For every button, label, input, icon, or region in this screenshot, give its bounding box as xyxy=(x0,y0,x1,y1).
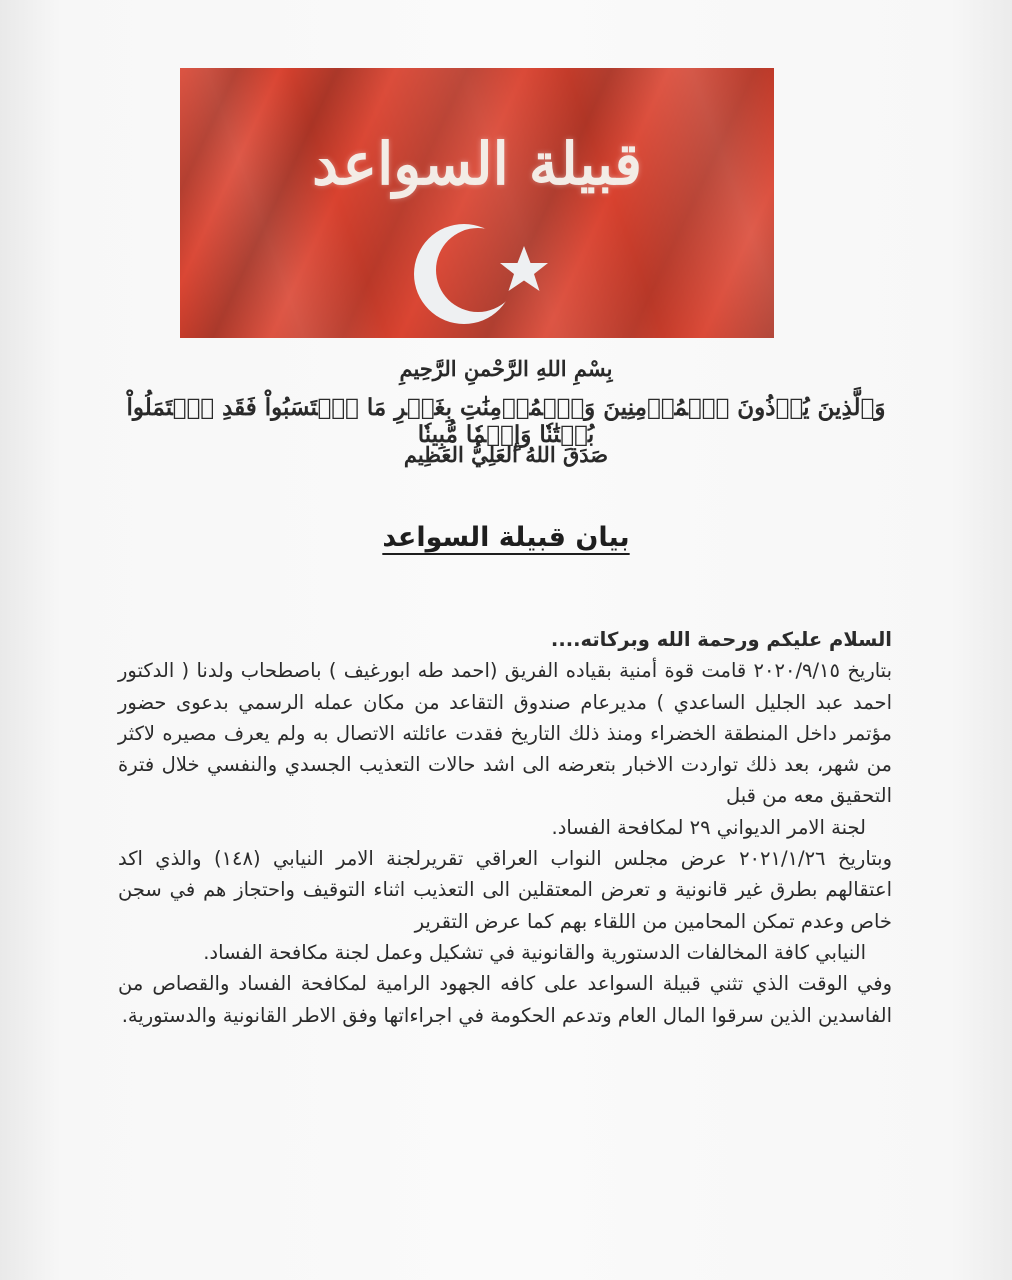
paragraph-4: النيابي كافة المخالفات الدستورية والقانونية في تشكيل وعمل لجنة مكافحة الفساد. xyxy=(203,940,866,964)
paragraph-2: لجنة الامر الديواني ٢٩ لمكافحة الفساد. xyxy=(551,815,866,839)
crescent-star-icon xyxy=(402,218,562,328)
paragraph-1: بتاريخ ٢٠٢٠/٩/١٥ قامت قوة أمنية بقياده الفريق (احمد طه ابورغيف ) باصطحاب ولدنا ( الدكتور احمد عبد الجليل الساعدي ) مديرعام صندوق التقاعد من مكان عمله الرسمي بدعوى حضور مؤتمر داخل المنطقة الخضراء ومنذ ذلك التاريخ فقدت عائلته الاتصال به ولم يعرف مصيره لاكثر من شهر، بعد ذلك تواردت الاخبار بتعرضه الى اشد حالات التعذيب الجسدي والنفسي خلال فترة التحقيق معه من قبل xyxy=(118,659,892,808)
banner-title: قبيلة السواعد xyxy=(312,130,642,198)
statement-title-text: بيان قبيلة السواعد xyxy=(382,522,630,553)
basmala: بِسْمِ اللهِ الرَّحْمنِ الرَّحِيمِ xyxy=(399,356,613,381)
tribe-banner xyxy=(180,68,774,338)
paragraph-3: وبتاريخ ٢٠٢١/١/٢٦ عرض مجلس النواب العراقي تقريرلجنة الامر النيابي (١٤٨) والذي اكد اعتقالهم بطرق غير قانونية و تعرض المعتقلين الى التعذيب اثناء التوقيف واحتجاز هم في سجن خاص وعدم تمكن المحامين من اللقاء بهم كما عرض التقرير xyxy=(118,847,892,933)
greeting: السلام عليكم ورحمة الله وبركاته.... xyxy=(550,628,892,651)
sadaq-line: صَدَقَ اللهُ العَلِيُّ العَظِيم xyxy=(403,442,609,467)
quran-verse: وَٱلَّذِينَ يُؤۡذُونَ ٱلۡمُؤۡمِنِينَ وَٱلۡمُؤۡمِنَٰتِ بِغَيۡرِ مَا ٱكۡتَسَبُواْ فَقَدِ ٱحۡتَمَلُواْ بُهۡتَٰنٗا وَإِثۡمٗا مُّبِينٗا xyxy=(126,394,886,448)
statement-body xyxy=(118,624,892,1031)
statement-title xyxy=(0,522,1012,553)
paragraph-5: وفي الوقت الذي تثني قبيلة السواعد على كافه الجهود الرامية لمكافحة الفساد والقصاص من الفاسدين الذين سرقوا المال العام وتدعم الحكومة في اجراءاتها وفق الاطر القانونية والدستورية. xyxy=(118,972,892,1027)
